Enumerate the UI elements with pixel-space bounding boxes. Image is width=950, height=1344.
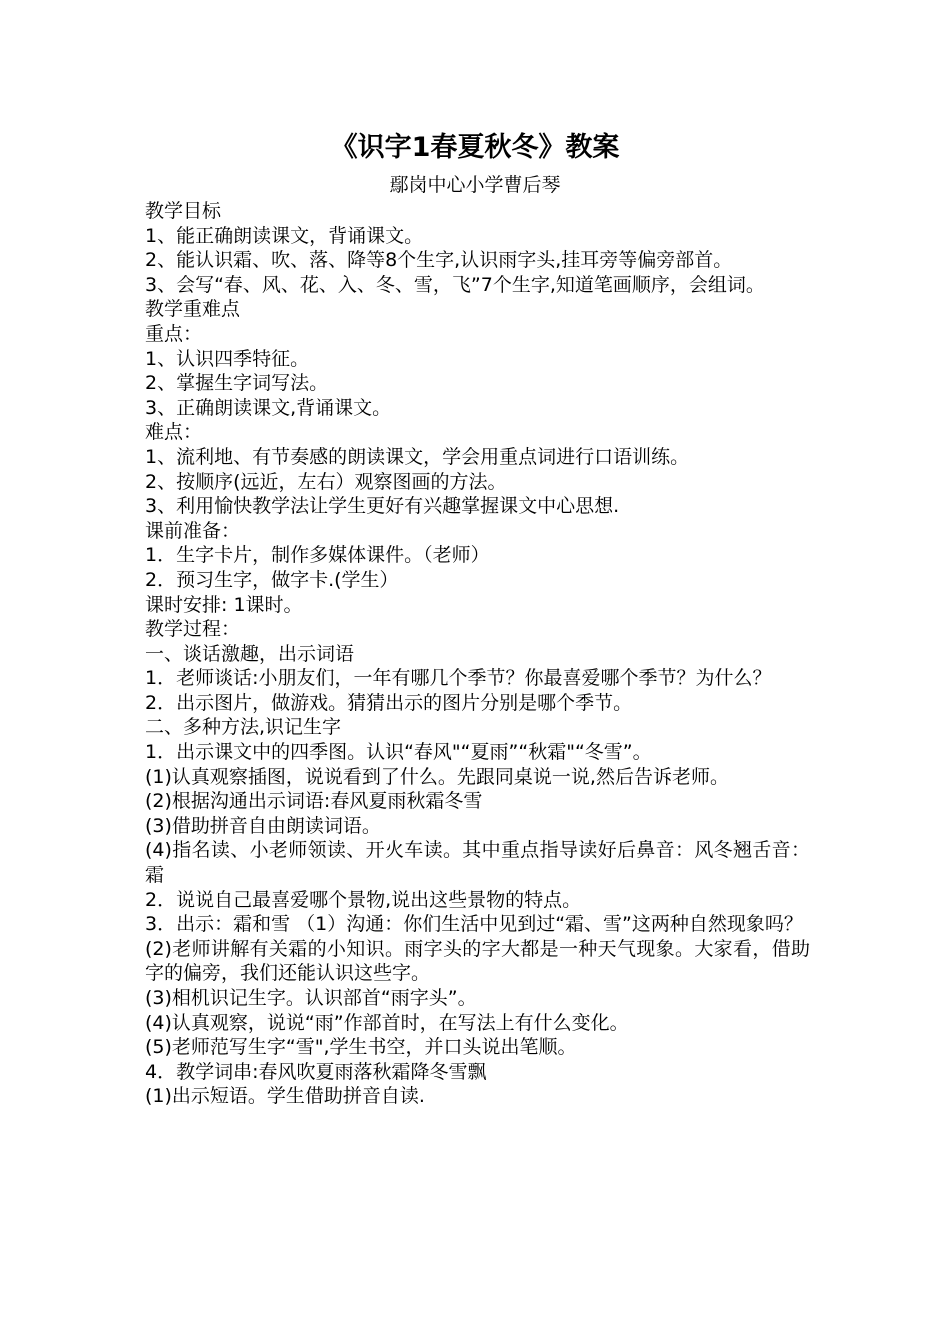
document-paragraph: 1．老师谈话:小朋友们，一年有哪几个季节？你最喜爱哪个季节？为什么？: [145, 667, 772, 690]
document-paragraph: 1．出示课文中的四季图。认识“春风"“夏雨”“秋霜"“冬雪”。: [145, 741, 652, 764]
document-paragraph: (5)老师范写生字“雪",学生书空，并口头说出笔顺。: [145, 1036, 577, 1059]
document-paragraph: 3、利用愉快教学法让学生更好有兴趣掌握课文中心思想.: [145, 495, 620, 518]
document-paragraph: (1)认真观察插图，说说看到了什么。先跟同桌说一说,然后告诉老师。: [145, 765, 729, 788]
document-paragraph: 2、掌握生字词写法。: [145, 372, 329, 395]
document-paragraph: (1)出示短语。学生借助拼音自读.: [145, 1085, 425, 1108]
document-paragraph: 3．出示：霜和雪 （1）沟通：你们生活中见到过“霜、雪”这两种自然现象吗？: [145, 913, 803, 936]
document-paragraph: 1．生字卡片，制作多媒体课件。（老师）: [145, 544, 490, 567]
document-paragraph: (4)认真观察，说说“雨”作部首时，在写法上有什么变化。: [145, 1011, 629, 1034]
document-paragraph: 1、认识四季特征。: [145, 347, 310, 370]
document-title: 《识字1春夏秋冬》教案: [330, 132, 620, 163]
document-paragraph: (3)借助拼音自由朗读词语。: [145, 814, 381, 837]
document-paragraph: 2、能认识霜、吹、落、降等8个生字,认识雨字头,挂耳旁等偏旁部首。: [145, 249, 733, 272]
document-paragraph: 教学重难点: [145, 298, 241, 321]
document-paragraph: 教学过程：: [145, 618, 241, 641]
document-paragraph: (3)相机识记生字。认识部首“雨字头”。: [145, 987, 477, 1009]
document-paragraph: 1、流利地、有节奏感的朗读课文，学会用重点词进行口语训练。: [145, 445, 690, 468]
document-paragraph: 3、正确朗读课文,背诵课文。: [145, 396, 392, 419]
document-paragraph: 4．教学词串:春风吹夏雨落秋霜降冬雪飘: [145, 1060, 487, 1083]
document-paragraph: 难点：: [145, 421, 203, 444]
document-paragraph: 教学目标: [145, 200, 222, 222]
document-paragraph: 2．说说自己最喜爱哪个景物,说出这些景物的特点。: [145, 888, 582, 911]
document-body: [145, 199, 810, 1109]
document-paragraph: 一、谈话激趣，出示词语: [145, 642, 355, 665]
document-paragraph: (2)根据沟通出示词语:春风夏雨秋霜冬雪: [145, 790, 483, 813]
document-paragraph: 3、会写“春、风、花、入、冬、雪，飞”7个生字,知道笔画顺序，会组词。: [145, 273, 765, 296]
document-paragraph: 2、按顺序(远近，左右）观察图画的方法。: [145, 470, 507, 493]
document-author: 鄢岗中心小学曹后琴: [389, 174, 561, 196]
document-paragraph: 重点：: [145, 322, 203, 345]
document-paragraph: 课时安排: 1课时。: [145, 593, 303, 616]
document-paragraph: 1、能正确朗读课文，背诵课文。: [145, 224, 424, 247]
document-paragraph: 2．出示图片，做游戏。猜猜出示的图片分别是哪个季节。: [145, 691, 633, 714]
document-paragraph: (4)指名读、小老师领读、开火车读。其中重点指导读好后鼻音：风冬翘舌音：霜: [145, 839, 810, 887]
document-paragraph: 2．预习生字，做字卡.(学生）: [145, 568, 399, 591]
document-paragraph: 二、多种方法,识记生字: [145, 716, 342, 739]
document-paragraph: 课前准备：: [145, 519, 241, 542]
document-paragraph: (2)老师讲解有关霜的小知识。雨字头的字大都是一种天气现象。大家看，借助字的偏旁，我们还能认识这些字。: [145, 937, 810, 985]
